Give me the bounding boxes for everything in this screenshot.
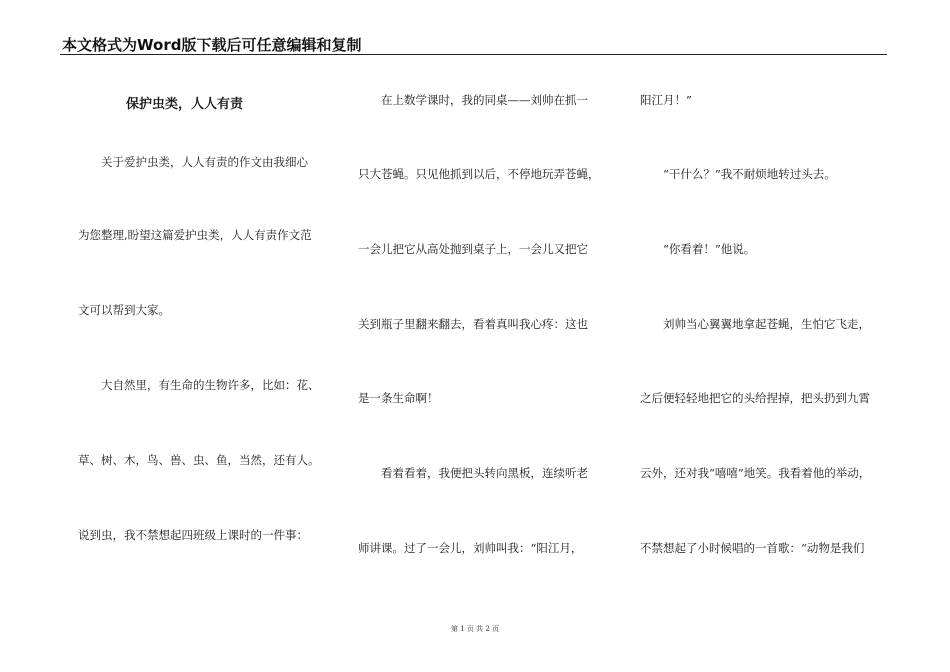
col2-line-4: 关到瓶子里翻来翻去，看着真叫我心疼：这也	[358, 317, 588, 331]
col3-line-3: “你看着！”他说。	[663, 242, 756, 256]
col1-line-5: 草、树、木，鸟、兽、虫、鱼，当然，还有人。	[78, 453, 320, 467]
page-footer: 第 1 页 共 2 页	[450, 625, 500, 633]
col3-line-2: “干什么？”我不耐烦地转过头去。	[663, 167, 836, 181]
col1-line-2: 为您整理,盼望这篇爱护虫类，人人有责作文范	[78, 228, 312, 242]
col2-line-6: 看着看着，我便把头转向黑板，连续听老	[381, 466, 588, 480]
document-header: 本文格式为Word版下载后可任意编辑和复制	[62, 36, 362, 54]
article-title: 保护虫类，人人有责	[126, 97, 244, 112]
col2-line-7: 师讲课。过了一会儿，刘帅叫我：“阳江月，	[358, 541, 583, 555]
col2-line-1: 在上数学课时，我的同桌——刘帅在抓一	[381, 93, 588, 107]
col1-line-1: 关于爱护虫类，人人有责的作文由我细心	[101, 155, 308, 169]
col3-line-7: 不禁想起了小时候唱的一首歌：“动物是我们	[640, 541, 865, 555]
col2-line-5: 是一条生命啊！	[358, 391, 439, 405]
col1-line-4: 大自然里，有生命的生物许多，比如：花、	[101, 378, 320, 392]
col3-line-6: 云外，还对我“嘻嘻”地笑。我看着他的举动，	[640, 466, 871, 480]
col1-line-6: 说到虫，我不禁想起四班级上课时的一件事：	[78, 528, 308, 542]
header-rule	[60, 54, 887, 55]
col3-line-5: 之后便轻轻地把它的头给捏掉，把头扔到九霄	[640, 391, 870, 405]
col2-line-2: 只大苍蝇。只见他抓到以后，不停地玩弄苍蝇，	[358, 167, 600, 181]
col3-line-4: 刘帅当心翼翼地拿起苍蝇，生怕它飞走，	[663, 317, 870, 331]
col1-line-3: 文可以帮到大家。	[78, 303, 170, 317]
col2-line-3: 一会儿把它从高处抛到桌子上，一会儿又把它	[358, 242, 588, 256]
col3-line-1: 阳江月！”	[640, 93, 692, 107]
